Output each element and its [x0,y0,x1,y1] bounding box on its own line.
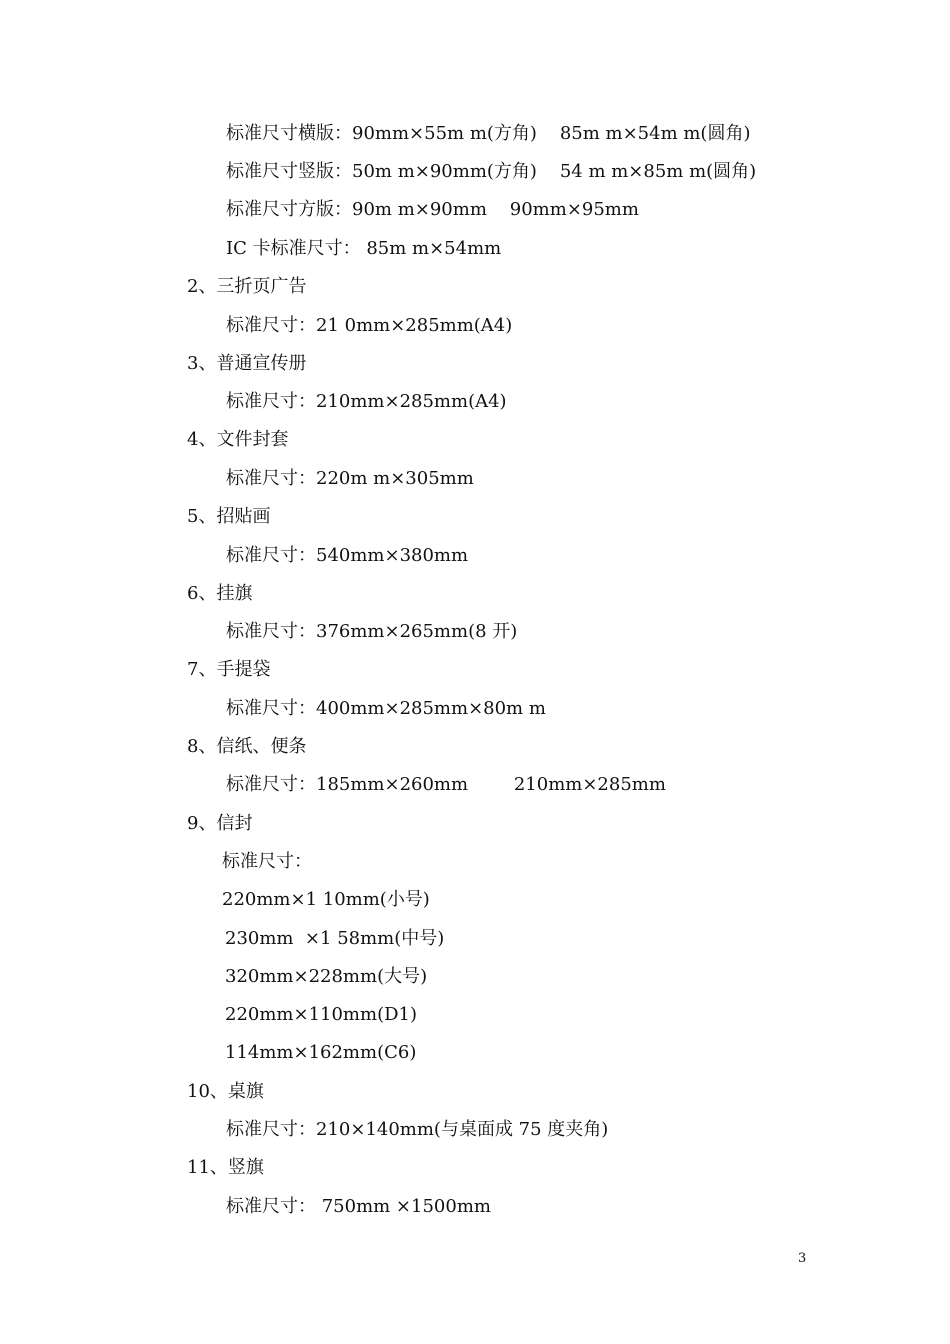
heading-vertical-flag: 11、竖旗 [187,1157,264,1178]
heading-trifold: 2、三折页广告 [187,276,307,297]
hanging-flag-size: 标准尺寸：376mm×265mm(8 开) [226,621,518,642]
heading-letter-paper: 8、信纸、便条 [187,736,307,757]
heading-envelope: 9、信封 [187,813,253,834]
letter-paper-size: 标准尺寸：185mm×260mm 210mm×285mm [226,774,666,795]
envelope-size-d1: 220mm×110mm(D1) [225,1004,417,1025]
envelope-size-small: 220mm×1 10mm(小号) [222,889,430,910]
envelope-size-medium: 230mm ×1 58mm(中号) [225,928,445,949]
poster-size: 标准尺寸：540mm×380mm [226,545,469,566]
desk-flag-size: 标准尺寸：210×140mm(与桌面成 75 度夹角) [226,1119,609,1140]
ic-card-size: IC 卡标准尺寸： 85m m×54mm [226,238,502,259]
envelope-size-large: 320mm×228mm(大号) [225,966,428,987]
envelope-size-label: 标准尺寸： [222,851,312,872]
business-card-landscape-size: 标准尺寸横版：90mm×55m m(方角) 85m m×54m m(圆角) [226,123,751,144]
page-number: 3 [798,1251,807,1266]
brochure-size: 标准尺寸：210mm×285mm(A4) [226,391,507,412]
vertical-flag-size: 标准尺寸： 750mm ×1500mm [226,1196,491,1217]
trifold-size: 标准尺寸：21 0mm×285mm(A4) [226,315,513,336]
heading-desk-flag: 10、桌旗 [187,1081,264,1102]
tote-bag-size: 标准尺寸：400mm×285mm×80m m [226,698,546,719]
heading-brochure: 3、普通宣传册 [187,353,307,374]
folder-size: 标准尺寸：220m m×305mm [226,468,474,489]
heading-tote-bag: 7、手提袋 [187,659,271,680]
heading-poster: 5、招贴画 [187,506,271,527]
heading-folder: 4、文件封套 [187,429,289,450]
envelope-size-c6: 114mm×162mm(C6) [225,1042,417,1063]
business-card-square-size: 标准尺寸方版：90m m×90mm 90mm×95mm [226,199,639,220]
heading-hanging-flag: 6、挂旗 [187,583,253,604]
business-card-portrait-size: 标准尺寸竖版：50m m×90mm(方角) 54 m m×85m m(圆角) [226,161,757,182]
